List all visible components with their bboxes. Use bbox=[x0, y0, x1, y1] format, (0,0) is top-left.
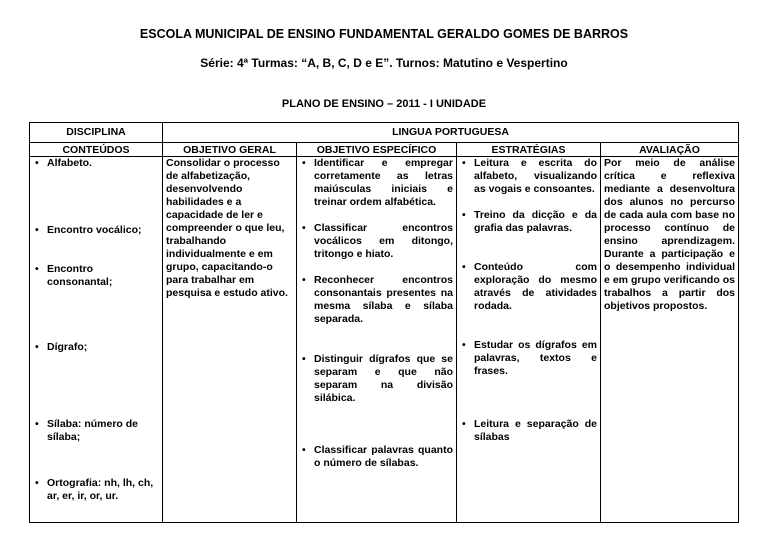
column-header-row bbox=[30, 143, 739, 157]
general-objective-cell: Consolidar o processo de alfabetização, desenvolvendo habilidades e a capacidade de ler e compreender o que leu, trabalhando individualmente e em grupo, capacitando-o para trabalhar em pesquisa e estudo ativo. bbox=[163, 157, 297, 523]
plan-body-row bbox=[30, 157, 739, 523]
discipline-label: DISCIPLINA bbox=[30, 123, 163, 143]
col-header-specific-objective: OBJETIVO ESPECÍFICO bbox=[297, 143, 457, 157]
specific-objective-item: • Reconhecer encontros consonantais presentes na mesma sílaba e sílaba separada. bbox=[300, 274, 453, 326]
plan-title: PLANO DE ENSINO – 2011 - I UNIDADE bbox=[281, 98, 487, 110]
specific-objective-item: • Identificar e empregar corretamente as letras maiúsculas iniciais e treinar ordem alfabética. bbox=[300, 157, 453, 209]
col-header-general-objective: OBJETIVO GERAL bbox=[163, 143, 297, 157]
discipline-value: LINGUA PORTUGUESA bbox=[163, 123, 739, 143]
col-header-contents: CONTEÚDOS bbox=[30, 143, 163, 157]
teaching-plan-table bbox=[29, 122, 739, 523]
specific-objective-item: • Classificar encontros vocálicos em ditongo, tritongo e hiato. bbox=[300, 222, 453, 261]
specific-objective-cell bbox=[297, 157, 457, 523]
evaluation-cell: Por meio de análise crítica e reflexiva mediante a desenvoltura dos alunos no percurso de cada aula com base no processo contínuo de ensino aprendizagem. Durante a participação e o desempenho individual e em grupo verificando os trabalhos a partir dos objetivos propostos. bbox=[601, 157, 739, 523]
content-item: • Alfabeto. bbox=[33, 157, 159, 170]
strategies-cell bbox=[457, 157, 601, 523]
school-name: ESCOLA MUNICIPAL DE ENSINO FUNDAMENTAL GERALDO GOMES DE BARROS bbox=[139, 27, 629, 41]
content-item: • Encontro consonantal; bbox=[33, 263, 159, 289]
strategy-item: • Leitura e separação de sílabas bbox=[460, 418, 597, 444]
strategy-item: • Conteúdo com exploração do mesmo através de atividades rodada. bbox=[460, 261, 597, 313]
specific-objective-item: • Classificar palavras quanto o número de sílabas. bbox=[300, 444, 453, 470]
series-classes-line: Série: 4ª Turmas: “A, B, C, D e E”. Turnos: Matutino e Vespertino bbox=[200, 56, 568, 70]
content-item: • Dígrafo; bbox=[33, 341, 159, 354]
specific-objective-item: • Distinguir dígrafos que se separam e que não separam na divisão silábica. bbox=[300, 353, 453, 405]
contents-cell bbox=[30, 157, 163, 523]
content-item: • Sílaba: número de sílaba; bbox=[33, 418, 159, 444]
strategy-item: • Estudar os dígrafos em palavras, textos e frases. bbox=[460, 339, 597, 378]
content-item: • Ortografia: nh, lh, ch, ar, er, ir, or, ur. bbox=[33, 477, 159, 503]
strategy-item: • Leitura e escrita do alfabeto, visualizando as vogais e consoantes. bbox=[460, 157, 597, 196]
col-header-strategies: ESTRATÉGIAS bbox=[457, 143, 601, 157]
content-item: • Encontro vocálico; bbox=[33, 224, 159, 237]
strategy-item: • Treino da dicção e da grafia das palavras. bbox=[460, 209, 597, 235]
discipline-row bbox=[30, 123, 739, 143]
col-header-evaluation: AVALIAÇÃO bbox=[601, 143, 739, 157]
